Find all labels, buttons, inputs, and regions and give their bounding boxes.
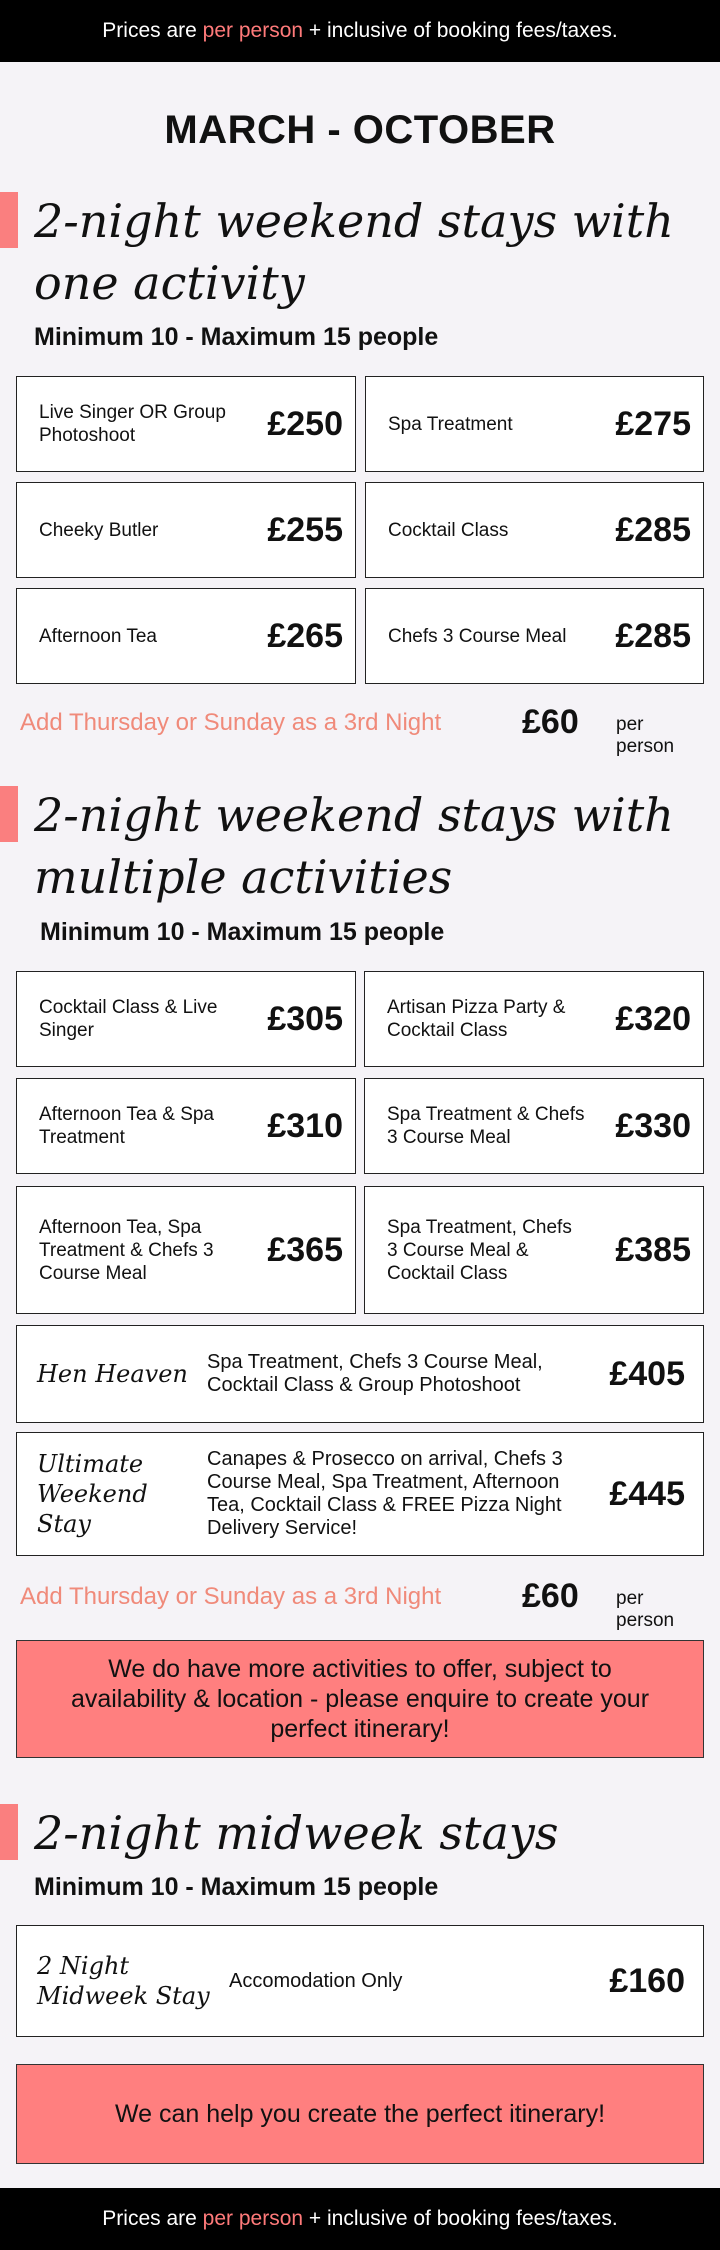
package-name: Ultimate Weekend Stay bbox=[37, 1450, 148, 1538]
section-title: 2-night midweek stays bbox=[34, 1806, 559, 1860]
package-card-hen-heaven bbox=[16, 1325, 704, 1423]
card-label: Afternoon Tea, Spa Treatment & Chefs 3 Course Meal bbox=[39, 1216, 214, 1284]
card-label: Spa Treatment bbox=[388, 413, 513, 435]
card-price: £250 bbox=[267, 404, 343, 443]
section-title: 2-night weekend stays with one activity bbox=[34, 194, 674, 310]
price-card bbox=[16, 971, 356, 1067]
price-card bbox=[16, 588, 356, 684]
package-description: Canapes & Prosecco on arrival, Chefs 3 Course Meal, Spa Treatment, Afternoon Tea, Cocktail Class & FREE Pizza Night Delivery Service! bbox=[207, 1448, 563, 1539]
card-label: Afternoon Tea bbox=[39, 625, 157, 647]
card-label: Live Singer OR Group Photoshoot bbox=[39, 402, 226, 446]
package-name: 2 Night Midweek Stay bbox=[37, 1952, 210, 2010]
package-name: Hen Heaven bbox=[37, 1360, 188, 1388]
section-subtitle: Minimum 10 - Maximum 15 people bbox=[34, 323, 439, 351]
section-subtitle: Minimum 10 - Maximum 15 people bbox=[34, 1873, 439, 1901]
price-card bbox=[364, 1186, 704, 1314]
top-price-banner bbox=[0, 0, 720, 62]
banner-suffix: + inclusive of booking fees/taxes. bbox=[303, 19, 618, 42]
section-accent-bar bbox=[0, 192, 18, 248]
card-price: £285 bbox=[615, 616, 691, 655]
package-price: £445 bbox=[609, 1474, 685, 1513]
price-card bbox=[364, 971, 704, 1067]
banner-prefix: Prices are bbox=[102, 19, 203, 42]
package-description: Spa Treatment, Chefs 3 Course Meal, Cocktail Class & Group Photoshoot bbox=[207, 1351, 543, 1396]
banner-prefix: Prices are bbox=[102, 2207, 203, 2230]
card-price: £275 bbox=[615, 404, 691, 443]
price-card bbox=[16, 1186, 356, 1314]
section-one-heading bbox=[0, 188, 720, 318]
card-label: Cocktail Class & Live Singer bbox=[39, 997, 218, 1041]
price-card bbox=[365, 482, 704, 578]
extra-night-unit: per person bbox=[616, 714, 675, 757]
section-two-heading bbox=[0, 782, 720, 912]
card-label: Chefs 3 Course Meal bbox=[388, 625, 567, 647]
section-accent-bar bbox=[0, 1804, 18, 1860]
bottom-price-banner bbox=[0, 2188, 720, 2250]
card-price: £310 bbox=[267, 1106, 343, 1145]
section-subtitle: Minimum 10 - Maximum 15 people bbox=[40, 918, 445, 946]
section-three-heading bbox=[0, 1798, 720, 1868]
card-price: £365 bbox=[267, 1230, 343, 1269]
card-label: Cocktail Class bbox=[388, 519, 509, 541]
section-title: 2-night weekend stays with multiple activities bbox=[34, 788, 674, 904]
package-price: £160 bbox=[609, 1961, 685, 2000]
package-price: £405 bbox=[609, 1354, 685, 1393]
season-heading: MARCH - OCTOBER bbox=[164, 108, 556, 152]
banner-highlight: per person bbox=[202, 2207, 304, 2230]
card-label: Afternoon Tea & Spa Treatment bbox=[39, 1104, 214, 1148]
price-card bbox=[364, 1078, 704, 1174]
card-label: Spa Treatment & Chefs 3 Course Meal bbox=[387, 1104, 585, 1148]
card-price: £285 bbox=[615, 510, 691, 549]
package-card-ultimate-weekend bbox=[16, 1432, 704, 1556]
card-price: £385 bbox=[615, 1230, 691, 1269]
itinerary-help-note: We can help you create the perfect itinerary! bbox=[16, 2064, 704, 2164]
card-price: £305 bbox=[267, 999, 343, 1038]
package-description: Accomodation Only bbox=[229, 1969, 403, 1992]
price-card bbox=[16, 482, 356, 578]
price-card bbox=[16, 376, 356, 472]
price-card bbox=[365, 588, 704, 684]
price-card bbox=[365, 376, 704, 472]
card-price: £320 bbox=[615, 999, 691, 1038]
card-label: Cheeky Butler bbox=[39, 519, 159, 541]
card-label: Spa Treatment, Chefs 3 Course Meal & Cocktail Class bbox=[387, 1216, 572, 1284]
extra-night-offer bbox=[20, 703, 700, 757]
extra-night-price: £60 bbox=[522, 703, 579, 741]
more-activities-note: We do have more activities to offer, subject to availability & location - please enquire to create your perfect itinerary! bbox=[16, 1640, 704, 1758]
extra-night-price: £60 bbox=[522, 1577, 579, 1615]
extra-night-unit: per person bbox=[616, 1588, 675, 1631]
section-accent-bar bbox=[0, 786, 18, 842]
banner-suffix: + inclusive of booking fees/taxes. bbox=[303, 2207, 618, 2230]
package-card-midweek bbox=[16, 1925, 704, 2037]
banner-highlight: per person bbox=[202, 19, 304, 42]
card-price: £265 bbox=[267, 616, 343, 655]
card-label: Artisan Pizza Party & Cocktail Class bbox=[387, 997, 566, 1041]
extra-night-text: Add Thursday or Sunday as a 3rd Night bbox=[20, 709, 442, 736]
extra-night-text: Add Thursday or Sunday as a 3rd Night bbox=[20, 1583, 442, 1610]
price-card bbox=[16, 1078, 356, 1174]
card-price: £255 bbox=[267, 510, 343, 549]
extra-night-offer bbox=[20, 1577, 700, 1631]
card-price: £330 bbox=[615, 1106, 691, 1145]
